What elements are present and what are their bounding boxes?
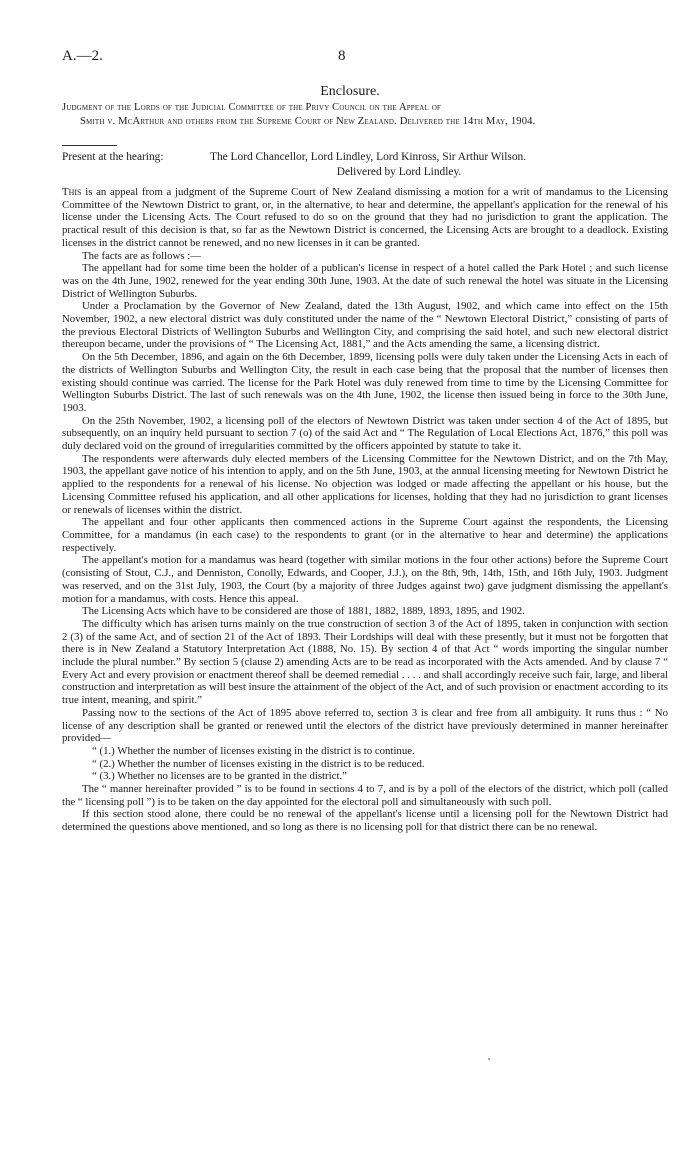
paragraph-8: The appellant and four other applicants then commenced actions in the Supreme Court against the respondents, the Licensing Committee, for a mandamus (in each case) to the respondents to grant (or in the alternative to hear and determine) the applications respectively. [62,516,668,554]
page-reference: A.—2. [62,48,103,64]
present-at-hearing [62,150,668,179]
quoted-clause-3: “ (3.) Whether no licenses are to be granted in the district.” [92,770,347,783]
scan-speck [488,1058,490,1060]
enclosure-title: Enclosure. [320,84,380,99]
present-label: Present at the hearing: [62,151,164,163]
paragraph-14: If this section stood alone, there could be no renewal of the appellant's license until a licensing poll for the Newtown District had determined the questions above mentioned, and so long as there is no licensing poll for that district there can be no renewal. [62,808,668,834]
present-names: The Lord Chancellor, Lord Lindley, Lord Kinross, Sir Arthur Wilson. [210,151,527,163]
judgment-body [62,186,668,834]
paragraph-2: The facts are as follows :— [82,249,202,262]
paragraph-4: Under a Proclamation by the Governor of New Zealand, dated the 13th August, 1902, and which came into effect on the 15th November, 1902, a new electoral district was duly constituted under the name of the “ Newtown Electoral District,” consisting of parts of the previous Electoral Districts of Wellington Suburbs and Wellington City, and comprising the said hotel, and such new electoral district thereupon became, under the provisions of “ The Licensing Act, 1881,” and the Acts amending the same, a licensing district. [62,300,668,351]
paragraph-1-text: is an appeal from a judgment of the Supreme Court of New Zealand dismissing a motion for a writ of mandamus to the Licensing Committee of the Newtown District to grant, or, in the alternative, to hear and determine, the appellant's application for the renewal of his license under the Licensing Acts. The Court refused to do so on the ground that they had no jurisdiction to grant the application. The practical result of this decision is that, so far as the Newtown District is concerned, the Licensing Acts are brought to a deadlock. Existing licenses in the district cannot be renewed, and no new licenses in it can be granted. [62,186,668,249]
paragraph-5: On the 5th December, 1896, and again on the 6th December, 1899, licensing polls were duly taken under the Licensing Acts in each of the districts of Wellington Suburbs and Wellington City, the result in each case being that the proposal that the number of licenses then existing should continue was carried. The license for the Park Hotel was duly renewed from time to time by the Licensing Committee for Wellington Suburbs District. The last of such renewals was on the 4th June, 1902, the license then issued being in force to the 30th June, 1903. [62,351,668,414]
delivered-by: Delivered by Lord Lindley. [336,165,462,178]
paragraph-13: The “ manner hereinafter provided ” is to be found in sections 4 to 7, and is by a poll of the electors of the district, which poll (called the “ licensing poll ”) is to be taken on the day appointed for the electoral poll and simultaneously with such poll. [62,783,668,808]
paragraph-11: The difficulty which has arisen turns mainly on the true construction of section 3 of the Act of 1895, taken in conjunction with section 2 (3) of the same Act, and of section 21 of the Act of 1893. Their Lordships will deal with these presently, but it must not be forgotten that there is in New Zealand a Statutory Interpretation Act (1888, No. 15). By section 4 of that Act “ words importing the singular number include the plural number.” By section 5 (clause 2) amending Acts are to be read as incorporated with the Acts amended. And by clause 7 “ Every Act and every provision or enactment thereof shall be deemed remedial . . . . and shall accordingly receive such fair, large, and liberal construction and interpretation as will best insure the attainment of the object of the Act, and of such provision or enactment according to its true intent, meaning, and spirit.” [62,617,668,707]
paragraph-10: The Licensing Acts which have to be considered are those of 1881, 1882, 1889, 1893, 1895, and 1902. [82,605,525,618]
paragraph-9: The appellant's motion for a mandamus was heard (together with similar motions in the four other actions) before the Supreme Court (consisting of Stout, C.J., and Denniston, Conolly, Edwards, and Cooper, J.J.), on the 8th, 9th, 14th, 15th, and 16th July, 1903. Judgment was reserved, and on the 31st July, 1903, the Court (by a majority of three Judges against two) gave judgment dismissing the appellant's motion for a mandamus, with costs. Hence this appeal. [62,554,668,605]
quoted-clause-2: “ (2.) Whether the number of licenses existing in the district is to be reduced. [92,757,425,770]
paragraph-7: The respondents were afterwards duly elected members of the Licensing Committee for the Newtown District, and on the 7th May, 1903, the appellant gave notice of his intention to apply, and on the 5th June, 1903, at the annual licensing meeting for Newtown District he applied to the respondents for a renewal of his license. No objection was lodged or made affecting the appellant or his house, but the Licensing Committee refused his application, and all other applications for licenses, holding that they had no jurisdiction to grant licenses or renewals of licenses within the district. [62,452,668,516]
judgment-heading-line1: Judgment of the Lords of the Judicial Committee of the Privy Council on the Appeal of [62,102,441,113]
paragraph-6: On the 25th November, 1902, a licensing poll of the electors of Newtown District was taken under section 4 of the Act of 1895, but subsequently, on an inquiry held pursuant to section 7 (o) of the said Act and “ The Regulation of Local Elections Act, 1876,” this poll was duly declared void on the ground of irregularities committed by the officers appointed by statute to take it. [62,414,668,453]
divider-rule [62,145,117,146]
judgment-heading-line2: Smith v. McArthur and others from the Supreme Court of New Zealand. Delivered the 14th May, 1904. [80,116,536,127]
paragraph-1-lead: This [62,186,82,198]
paragraph-3: The appellant had for some time been the holder of a publican's license in respect of a hotel called the Park Hotel ; and such license was on the 4th June, 1902, renewed for the year ending 30th June, 1903. At the date of such renewal the hotel was situate in the Licensing District of Wellington Suburbs. [62,262,668,300]
judgment-heading [62,101,668,129]
paragraph-1 [62,186,668,250]
quoted-clause-1: “ (1.) Whether the number of licenses existing in the district is to continue. [92,744,415,757]
page-number: 8 [338,48,346,64]
paragraph-12: Passing now to the sections of the Act of 1895 above referred to, section 3 is clear and free from all ambiguity. It runs thus : “ No license of any description shall be granted or renewed until the electors of the district have previously determined in manner hereinafter provided— [62,706,668,745]
